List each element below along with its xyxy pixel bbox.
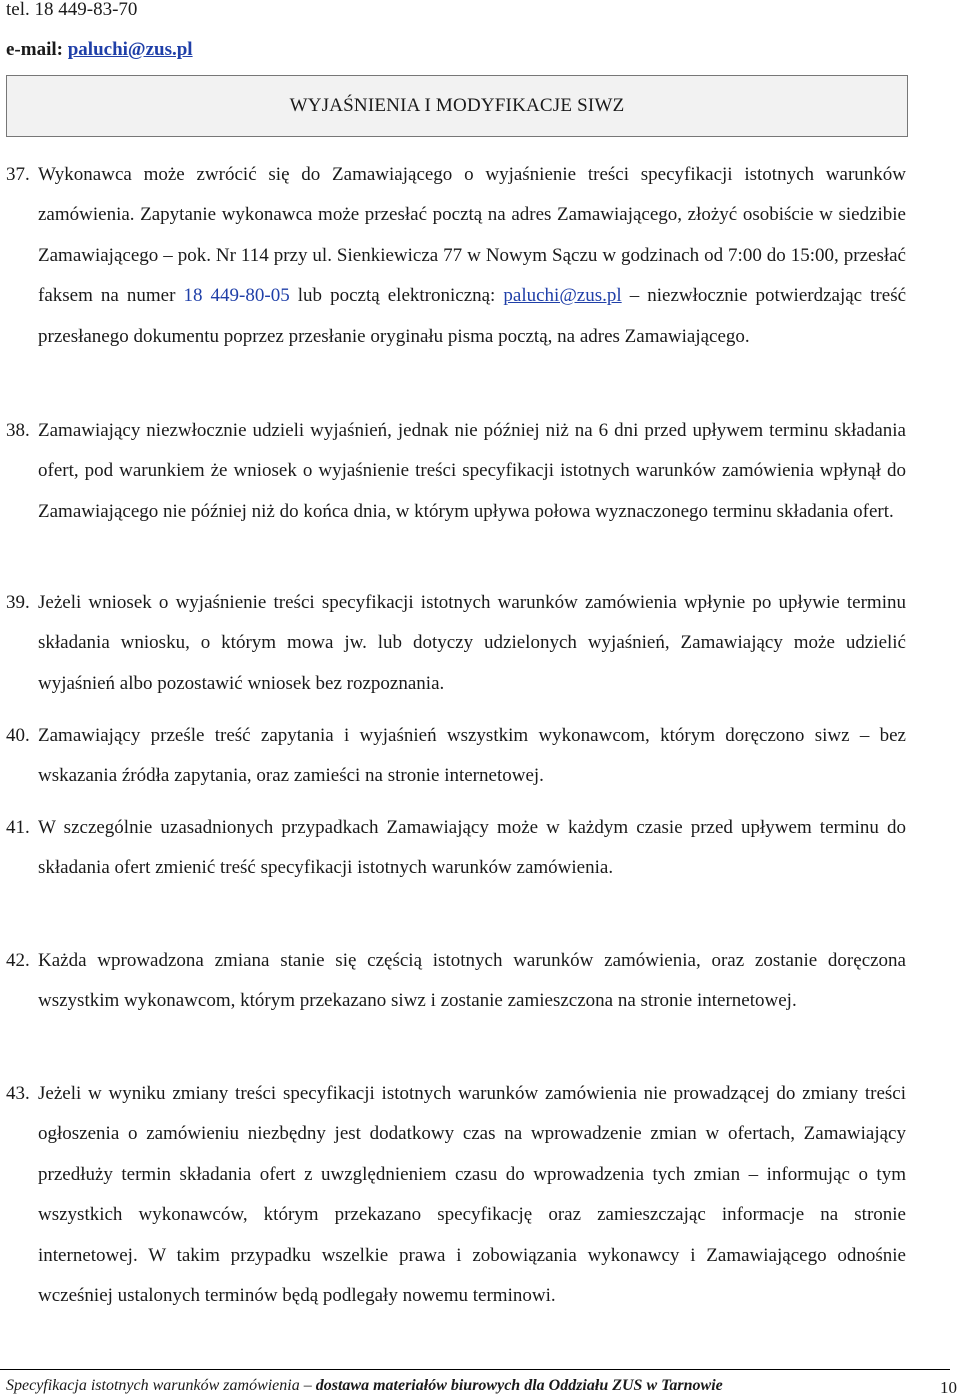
item-text-part: Wykonawca może zwrócić się do Zamawiającego o wyjaśnienie treści specyfikacji istotnych warunków zamówienia. Zapytanie wykonawca może przesłać pocztą na adres Zamawiającego, złożyć osobiście w siedzibie Zamawiającego – pok. Nr 114 przy ul. Sienkiewicza 77 w Nowym Sączu w godzinach od 7:00 do 15:00, przesłać faksem na numer	[38, 164, 906, 307]
item-number: 38.	[6, 420, 30, 441]
list-item-40	[6, 716, 906, 797]
list-item-43	[6, 1074, 906, 1316]
item-number: 43.	[6, 1083, 30, 1104]
email-link-inline[interactable]: paluchi@zus.pl	[503, 285, 622, 307]
page-number: 10	[940, 1378, 957, 1397]
item-number: 41.	[6, 817, 30, 838]
fax-number-link[interactable]: 18 449-80-05	[183, 285, 290, 307]
item-text: Każda wprowadzona zmiana stanie się częścią istotnych warunków zamówienia, oraz zostanie doręczona wszystkim wykonawcom, którym przekazano siwz i zostanie zamieszczona na stronie internetowej.	[38, 950, 906, 1012]
footer-caption	[6, 1376, 906, 1396]
item-text: W szczególnie uzasadnionych przypadkach Zamawiający może w każdym czasie przed upływem terminu do składania ofert zmienić treść specyfikacji istotnych warunków zamówienia.	[38, 817, 906, 879]
list-item-37	[6, 155, 906, 357]
item-number: 42.	[6, 950, 30, 971]
item-text: Jeżeli w wyniku zmiany treści specyfikacji istotnych warunków zamówienia nie prowadzącej do zmiany treści ogłoszenia o zamówieniu niezbędny jest dodatkowy czas na wprowadzenie zmian w ofertach, Zamawiający przedłuży termin składania ofert z uwzględnieniem czasu do wprowadzenia tych zmian – informując o tym wszystkich wykonawców, którym przekazano specyfikację oraz zamieszczając informacje na stronie internetowej. W takim przypadku wszelkie prawa i zobowiązania wykonawcy i Zamawiającego odnośnie wcześniej ustalonych terminów będą podlegały nowemu terminowi.	[38, 1083, 906, 1307]
item-text	[6, 155, 906, 357]
contact-phone: tel. 18 449-83-70	[6, 0, 138, 20]
item-number: 39.	[6, 592, 30, 613]
item-number: 37.	[6, 164, 30, 185]
email-link[interactable]: paluchi@zus.pl	[67, 39, 193, 60]
item-number: 40.	[6, 725, 30, 746]
item-text: Jeżeli wniosek o wyjaśnienie treści specyfikacji istotnych warunków zamówienia wpłynie po upływie terminu składania wniosku, o którym mowa jw. lub dotyczy udzielonych wyjaśnień, Zamawiający może udzielić wyjaśnień albo pozostawić wniosek bez rozpoznania.	[38, 592, 906, 694]
item-text-part: – niezwłocznie potwierdzając treść przesłanego dokumentu poprzez przesłanie oryginału pisma pocztą, na adres Zamawiającego.	[38, 285, 907, 347]
list-item-39	[6, 583, 906, 704]
item-text: Zamawiający prześle treść zapytania i wyjaśnień wszystkim wykonawcom, którym doręczono siwz – bez wskazania źródła zapytania, oraz zamieści na stronie internetowej.	[38, 725, 906, 787]
item-text: Zamawiający niezwłocznie udzieli wyjaśnień, jednak nie później niż na 6 dni przed upływem terminu składania ofert, pod warunkiem że wniosek o wyjaśnienie treści specyfikacji istotnych warunków zamówienia wpłynął do Zamawiającego nie później niż do końca dnia, w którym upływa połowa wyznaczonego terminu składania ofert.	[38, 420, 906, 522]
footer-subject: dostawa materiałów biurowych dla Oddziału ZUS w Tarnowie	[315, 1377, 723, 1394]
section-heading: WYJAŚNIENIA I MODYFIKACJE SIWZ	[6, 75, 908, 137]
list-item-42	[6, 941, 906, 1022]
list-item-41	[6, 808, 906, 889]
item-text-part: lub pocztą elektroniczną:	[289, 285, 504, 307]
list-item-38	[6, 411, 906, 532]
contact-email-line	[6, 38, 193, 62]
footer-divider	[0, 1369, 950, 1370]
email-label: e-mail:	[6, 39, 68, 60]
footer-title: Specyfikacja istotnych warunków zamówienia –	[6, 1377, 316, 1394]
